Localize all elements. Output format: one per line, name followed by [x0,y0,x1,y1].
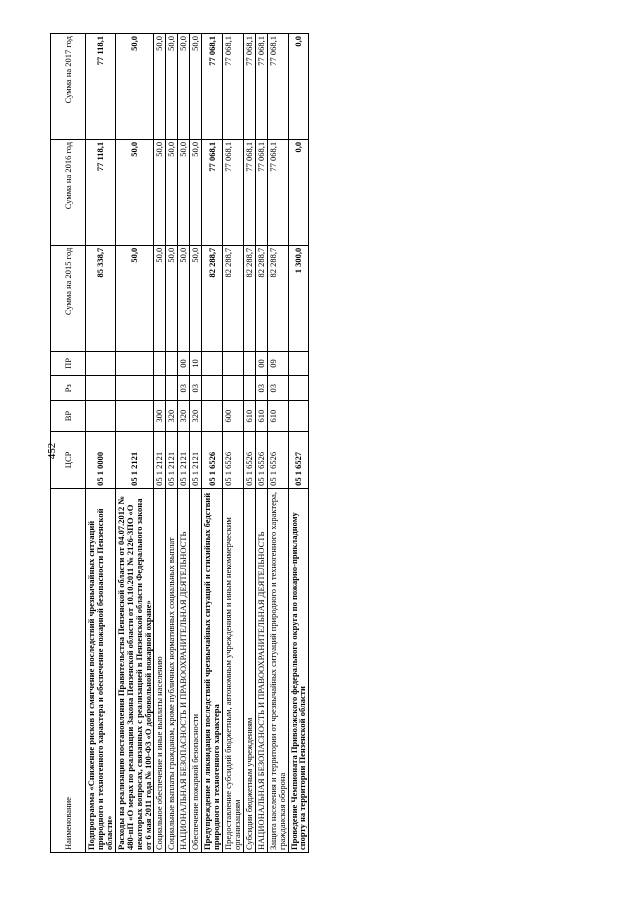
row-csr: 05 1 6526 [202,431,223,488]
budget-table [50,33,309,853]
row-vr: 600 [222,401,243,432]
row-name: Расходы на реализацию постановления Правительства Пензенской области от 04.07.2012 № 480-пП «О мерах по реализации Закона Пензенской области от 10.10.2011 № 2126-ЗПО «О некоторых вопросах, связанных с реализацией в Пензенской области Федерального закона от 6 мая 2011 года № 100-ФЗ «О добровольной пожарной охране» [115,488,154,852]
row-csr: 05 1 2121 [178,431,190,488]
row-rz: 03 [255,376,267,401]
row-rz: 03 [190,376,202,401]
row-sum-2016: 50,0 [190,139,202,245]
row-vr: 610 [267,401,288,432]
row-vr [288,401,309,432]
row-sum-2016: 0,0 [288,139,309,245]
table-row [166,34,178,853]
row-csr: 05 1 2121 [166,431,178,488]
row-sum-2016: 77 068,1 [222,139,243,245]
table-row [255,34,267,853]
row-vr [202,401,223,432]
row-sum-2017: 77 118,1 [86,34,116,140]
row-csr: 05 1 6526 [243,431,255,488]
row-pr [166,351,178,376]
row-rz: 03 [178,376,190,401]
row-csr: 05 1 2121 [115,431,154,488]
row-sum-2017: 77 068,1 [243,34,255,140]
row-sum-2016: 50,0 [178,139,190,245]
row-sum-2015: 82 288,7 [222,245,243,351]
row-vr: 320 [178,401,190,432]
row-csr: 05 1 6527 [288,431,309,488]
row-sum-2017: 0,0 [288,34,309,140]
row-sum-2015: 50,0 [154,245,166,351]
row-name: Защита населения и территории от чрезвычайных ситуаций природного и техногенного характера, гражданская оборона [267,488,288,852]
row-vr: 610 [243,401,255,432]
row-pr: 09 [267,351,288,376]
row-sum-2017: 77 068,1 [202,34,223,140]
row-pr [288,351,309,376]
row-pr [202,351,223,376]
table-row [178,34,190,853]
table-row [222,34,243,853]
row-vr: 320 [190,401,202,432]
row-pr [243,351,255,376]
row-sum-2017: 50,0 [166,34,178,140]
row-sum-2016: 77 068,1 [243,139,255,245]
header-rz: Рз [51,376,86,401]
row-rz [115,376,154,401]
row-sum-2017: 50,0 [178,34,190,140]
header-name: Наименование [51,488,86,852]
row-name: Проведение Чемпионата Приволжского федерального округа по пожарно-прикладному спорту на территории Пензенской области [288,488,309,852]
row-vr: 610 [255,401,267,432]
row-pr [154,351,166,376]
row-rz [202,376,223,401]
row-name: Социальное обеспечение и иные выплаты населению [154,488,166,852]
row-pr [222,351,243,376]
row-sum-2016: 77 068,1 [255,139,267,245]
row-csr: 05 1 6526 [267,431,288,488]
table-row [190,34,202,853]
row-sum-2017: 77 068,1 [255,34,267,140]
row-pr: 10 [190,351,202,376]
row-sum-2015: 85 338,7 [86,245,116,351]
row-name: Обеспечение пожарной безопасности [190,488,202,852]
row-sum-2016: 77 118,1 [86,139,116,245]
row-pr [115,351,154,376]
row-name: Социальные выплаты гражданам, кроме публичных нормативных социальных выплат [166,488,178,852]
row-sum-2015: 50,0 [115,245,154,351]
row-csr: 05 1 6526 [255,431,267,488]
row-csr: 05 1 0000 [86,431,116,488]
row-vr [86,401,116,432]
row-sum-2017: 50,0 [190,34,202,140]
row-name: НАЦИОНАЛЬНАЯ БЕЗОПАСНОСТЬ И ПРАВООХРАНИТЕЛЬНАЯ ДЕЯТЕЛЬНОСТЬ [178,488,190,852]
row-rz: 03 [267,376,288,401]
row-sum-2015: 82 288,7 [255,245,267,351]
row-sum-2016: 50,0 [154,139,166,245]
row-sum-2017: 50,0 [115,34,154,140]
row-sum-2016: 77 068,1 [202,139,223,245]
row-sum-2017: 77 068,1 [222,34,243,140]
row-vr: 300 [154,401,166,432]
row-pr: 00 [178,351,190,376]
row-rz [288,376,309,401]
row-vr [115,401,154,432]
row-sum-2015: 82 288,7 [243,245,255,351]
header-sum-2015: Сумма на 2015 год [51,245,86,351]
row-vr: 320 [166,401,178,432]
row-rz [166,376,178,401]
table-row [154,34,166,853]
row-name: Субсидии бюджетным учреждениям [243,488,255,852]
table-row [202,34,223,853]
row-sum-2017: 77 068,1 [267,34,288,140]
row-name: НАЦИОНАЛЬНАЯ БЕЗОПАСНОСТЬ И ПРАВООХРАНИТЕЛЬНАЯ ДЕЯТЕЛЬНОСТЬ [255,488,267,852]
row-csr: 05 1 6526 [222,431,243,488]
rotated-page-content [50,33,510,853]
page-number: 452 [46,442,58,460]
row-pr [86,351,116,376]
row-sum-2016: 50,0 [115,139,154,245]
row-name: Предупреждение и ликвидация последствий чрезвычайных ситуаций и стихийных бедствий природного и техногенного характера [202,488,223,852]
row-sum-2015: 82 288,7 [202,245,223,351]
row-rz [222,376,243,401]
row-sum-2015: 82 288,7 [267,245,288,351]
row-sum-2015: 50,0 [166,245,178,351]
table-header-row [51,34,86,853]
header-pr: ПР [51,351,86,376]
table-row [243,34,255,853]
row-sum-2016: 50,0 [166,139,178,245]
row-sum-2015: 50,0 [190,245,202,351]
table-row [288,34,309,853]
row-sum-2015: 1 300,0 [288,245,309,351]
row-name: Подпрограмма «Снижение рисков и смягчение последствий чрезвычайных ситуаций природного и техногенного характера и обеспечение пожарной безопасности Пензенской области» [86,488,116,852]
row-rz [154,376,166,401]
row-sum-2017: 50,0 [154,34,166,140]
table-row [115,34,154,853]
row-sum-2016: 77 068,1 [267,139,288,245]
row-csr: 05 1 2121 [154,431,166,488]
row-name: Предоставление субсидий бюджетным, автономным учреждениям и иным некоммерческим организациям [222,488,243,852]
row-pr: 00 [255,351,267,376]
row-rz [243,376,255,401]
header-csr: ЦСР [51,431,86,488]
table-row [267,34,288,853]
row-csr: 05 1 2121 [190,431,202,488]
header-vr: ВР [51,401,86,432]
header-sum-2017: Сумма на 2017 год [51,34,86,140]
row-sum-2015: 50,0 [178,245,190,351]
row-rz [86,376,116,401]
table-body [86,34,309,853]
header-sum-2016: Сумма на 2016 год [51,139,86,245]
table-row [86,34,116,853]
